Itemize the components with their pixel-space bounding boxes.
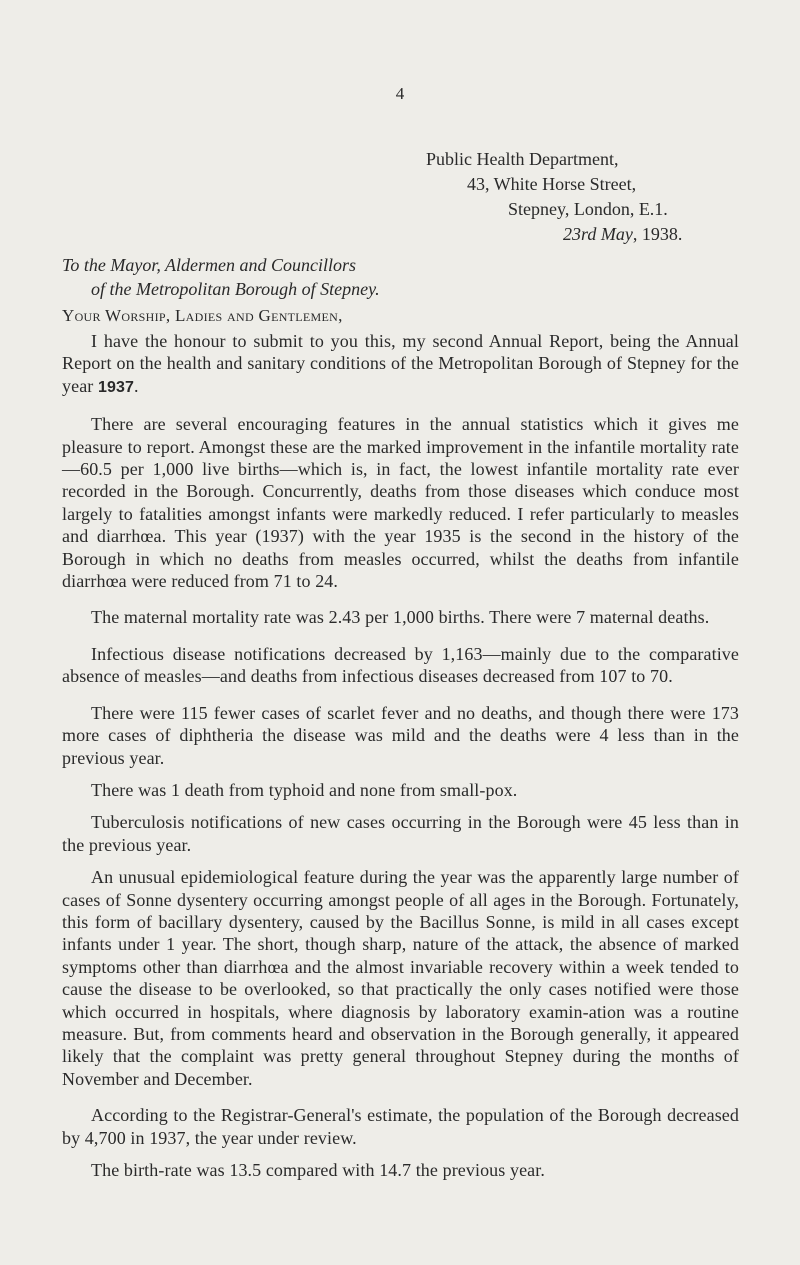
addressee: [62, 253, 380, 301]
page-number: 4: [395, 84, 405, 103]
paragraph-population: According to the Registrar-General's estimate, the population of the Borough decreased by 4,700 in 1937, the year under review.: [62, 1105, 739, 1148]
letter-date: [563, 222, 682, 246]
report-year: 1937: [97, 378, 134, 396]
paragraph-tuberculosis: Tuberculosis notifications of new cases occurring in the Borough were 45 less than in the previous year.: [62, 812, 739, 855]
letter-date-year: , 1938.: [632, 224, 683, 244]
paragraph-sonne-dysentery: An unusual epidemiological feature during the year was the apparently large number of cases of Sonne dysentery occurring amongst people of all ages in the Borough. Fortunately, this form of bacillary dysentery, caused by the Bacillus Sonne, is mild in all cases except infants under 1 year. The short, though sharp, nature of the attack, the absence of marked symptoms other than diarrhœa and the almost invariable recovery within a week tended to cause the disease to be overlooked, so that practically the only cases notified were those which occurred in hospitals, where diagnosis by laboratory examin-ation was a routine measure. But, from comments heard and observation in the Borough generally, it appeared likely that the complaint was pretty general throughout Stepney during the months of November and December.: [62, 867, 739, 1089]
paragraph-maternal-mortality: The maternal mortality rate was 2.43 per 1,000 births. There were 7 maternal deaths.: [91, 607, 710, 628]
addressee-line-2: of the Metropolitan Borough of Stepney.: [91, 279, 380, 299]
address-street: 43, White Horse Street,: [467, 174, 637, 194]
address-department: Public Health Department,: [426, 149, 619, 169]
address-city: Stepney, London, E.1.: [508, 199, 668, 219]
paragraph-typhoid: There was 1 death from typhoid and none from small-pox.: [91, 779, 518, 800]
addressee-line-1: To the Mayor, Aldermen and Councillors: [62, 255, 357, 275]
greeting: Your Worship, Ladies and Gentlemen,: [62, 306, 343, 325]
paragraph-infectious-disease: Infectious disease notifications decreased by 1,163—mainly due to the comparative absence of measles—and deaths from infectious diseases decreased from 107 to 70.: [62, 643, 739, 687]
report-body: [62, 330, 739, 1181]
paragraph-introduction-text: I have the honour to submit to you this, my second Annual Report, being the Annual Report on the health and sanitary conditions of the Metropolitan Borough of Stepney for the year: [62, 331, 739, 396]
paragraph-infant-mortality: There are several encouraging features in the annual statistics which it gives me pleasure to report. Amongst these are the marked improvement in the infantile mortality rate—60.5 per 1,000 live births—which is, in fact, the lowest infantile mortality rate ever recorded in the Borough. Concurrently, deaths from those diseases which conduce most largely to fatalities amongst infants were markedly reduced. I refer particularly to measles and diarrhœa. This year (1937) with the year 1935 is the second in the history of the Borough in which no deaths from measles occurred, whilst the deaths from infantile diarrhœa were reduced from 71 to 24.: [62, 414, 739, 592]
paragraph-birth-rate: The birth-rate was 13.5 compared with 14.7 the previous year.: [91, 1160, 545, 1180]
letter-date-day: 23rd May: [563, 224, 633, 244]
paragraph-introduction-end: .: [133, 375, 139, 396]
paragraph-introduction: [62, 330, 739, 399]
paragraph-scarlet-fever-diphtheria: There were 115 fewer cases of scarlet fever and no deaths, and though there were 173 more cases of diphtheria the disease was mild and the deaths were 4 less than in the previous year.: [62, 702, 739, 768]
